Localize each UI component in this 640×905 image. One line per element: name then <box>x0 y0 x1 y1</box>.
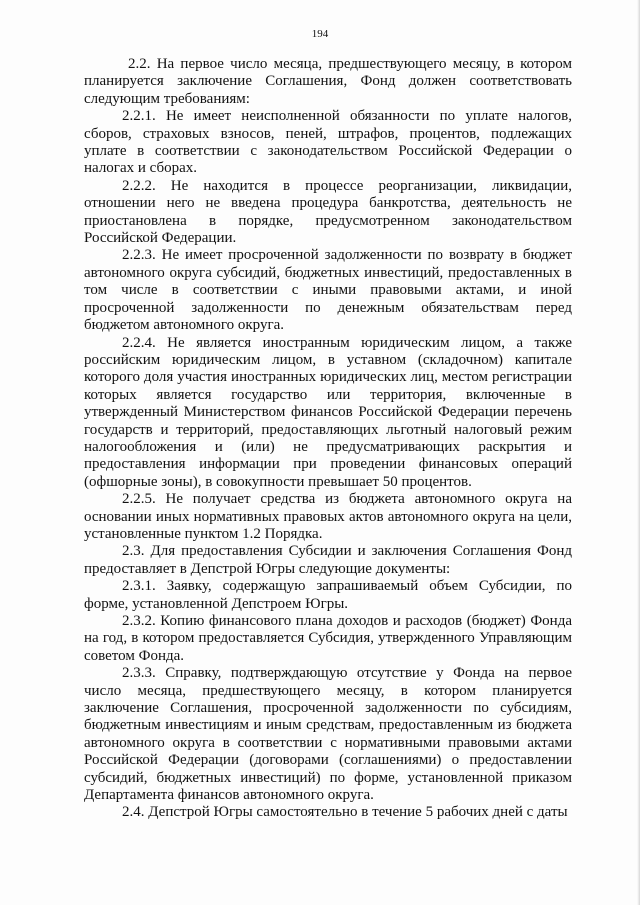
document-body <box>84 56 572 822</box>
paragraph-2-2-5: 2.2.5. Не получает средства из бюджета автономного округа на основании иных нормативных правовых актов автономного округа на цели, установленные пунктом 1.2 Порядка. <box>84 491 572 542</box>
paragraph-2-2-2: 2.2.2. Не находится в процессе реорганизации, ликвидации, отношении него не введена процедура банкротства, деятельность не приостановлена в порядке, предусмотренном законодательством Российской Федерации. <box>84 177 572 247</box>
paragraph-2-4: 2.4. Депстрой Югры самостоятельно в течение 5 рабочих дней с даты <box>122 804 568 821</box>
paragraph-2-2-1: 2.2.1. Не имеет неисполненной обязанности по уплате налогов, сборов, страховых взносов, пеней, штрафов, процентов, подлежащих уплате в соответствии с законодательством Российской Федерации о налогах и сборах. <box>84 108 572 177</box>
paragraph-2-2-3: 2.2.3. Не имеет просроченной задолженности по возврату в бюджет автономного округа субсидий, бюджетных инвестиций, предоставленных в том числе в соответствии с иными правовыми актами, и иной просроченной задолженности по денежным обязательствам перед бюджетом автономного округа. <box>84 247 572 334</box>
paragraph-2-3-2: 2.3.2. Копию финансового плана доходов и расходов (бюджет) Фонда на год, в котором предоставляется Субсидия, утвержденного Управляющим советом Фонда. <box>84 613 572 664</box>
page-number: 194 <box>311 28 329 40</box>
paragraph-2-3-3: 2.3.3. Справку, подтверждающую отсутствие у Фонда на первое число месяца, предшествующего месяцу, в котором планируется заключение Соглашения, просроченной задолженности по субсидиям, бюджетным инвестициям и иным средствам, предоставленным из бюджета автономного округа в соответствии с нормативными правовыми актами Российской Федерации (договорами (соглашениями) о предоставлении субсидий, бюджетных инвестиций) по форме, установленной приказом Департамента финансов автономного округа. <box>84 665 572 804</box>
paragraph-2-2: 2.2. На первое число месяца, предшествующего месяцу, в котором планируется заключение Соглашения, Фонд должен соответствовать следующим требованиям: <box>84 56 572 107</box>
paragraph-2-3: 2.3. Для предоставления Субсидии и заключения Соглашения Фонд предоставляет в Депстрой Югры следующие документы: <box>84 543 572 577</box>
paragraph-2-3-1: 2.3.1. Заявку, содержащую запрашиваемый объем Субсидии, по форме, установленной Депстроем Югры. <box>84 578 572 612</box>
paragraph-2-2-4: 2.2.4. Не является иностранным юридическим лицом, а также российским юридическим лицом, в уставном (складочном) капитале которого доля участия иностранных юридических лиц, местом регистрации которых является государство или территория, включенные в утвержденный Министерством финансов Российской Федерации перечень государств и территорий, предоставляющих льготный налоговый режим налогообложения и (или) не предусматривающих раскрытия и предоставления информации при проведении финансовых операций (офшорные зоны), в совокупности превышает 50 процентов. <box>84 334 572 490</box>
